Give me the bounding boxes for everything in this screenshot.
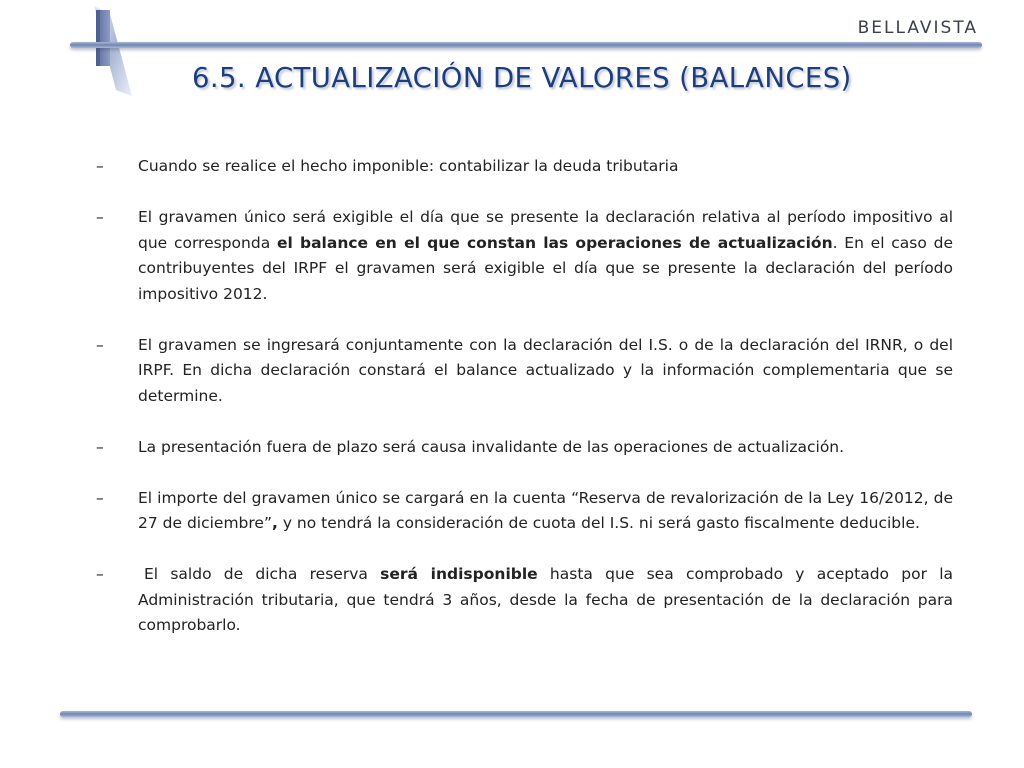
bullet-dash: – (96, 208, 104, 226)
list-item (96, 562, 953, 639)
bullet-text: La presentación fuera de plazo será causa invalidante de las operaciones de actualización. (138, 437, 845, 456)
bullet-dash: – (96, 437, 104, 456)
bullet-list (96, 154, 953, 664)
bullet-bold-text: será indisponible (380, 565, 538, 583)
bullet-text: El saldo de dicha reserva (144, 565, 381, 583)
header-divider (70, 42, 982, 48)
bullet-bold-text: , (272, 514, 278, 532)
bullet-text: hasta que sea comprobado y aceptado por la Administración tributaria, que tendrá 3 años, desde la fecha de presentación de la declaración para comprobarlo. (138, 565, 954, 634)
bullet-text: . En el caso de contribuyentes del IRPF el gravamen será exigible el día que se presente la declaración del período impositivo 2012. (138, 233, 953, 303)
bullet-dash: – (96, 335, 104, 354)
bullet-dash: – (96, 157, 104, 175)
bullet-text: y no tendrá la consideración de cuota del I.S. ni será gasto fiscalmente deducible. (277, 514, 920, 532)
bullet-text: El gravamen único será exigible el día que se presente la declaración relativa al período impositivo al que corresponda (138, 208, 953, 252)
bullet-text: El importe del gravamen único se cargará en la cuenta “Reserva de revalorización de la Ley 16/2012, de 27 de diciembre” (138, 488, 953, 532)
slide-title: 6.5. ACTUALIZACIÓN DE VALORES (BALANCES) (192, 62, 852, 94)
bullet-text: El gravamen se ingresará conjuntamente con la declaración del I.S. o de la declaración del IRNR, o del IRPF. En dicha declaración constará el balance actualizado y la información complementaria que se determine. (138, 335, 953, 405)
bellavista-logo-icon (88, 4, 138, 104)
list-item (96, 205, 953, 307)
list-item (96, 435, 953, 461)
bullet-dash: – (96, 565, 104, 583)
brand-name: BELLAVISTA (857, 18, 978, 38)
list-item (96, 486, 953, 537)
list-item (96, 154, 953, 180)
list-item (96, 333, 953, 410)
bullet-dash: – (96, 488, 104, 507)
bullet-bold-text: el balance en el que constan las operaciones de actualización (276, 233, 833, 252)
footer-divider (60, 711, 972, 717)
bullet-text: Cuando se realice el hecho imponible: contabilizar la deuda tributaria (138, 157, 679, 175)
